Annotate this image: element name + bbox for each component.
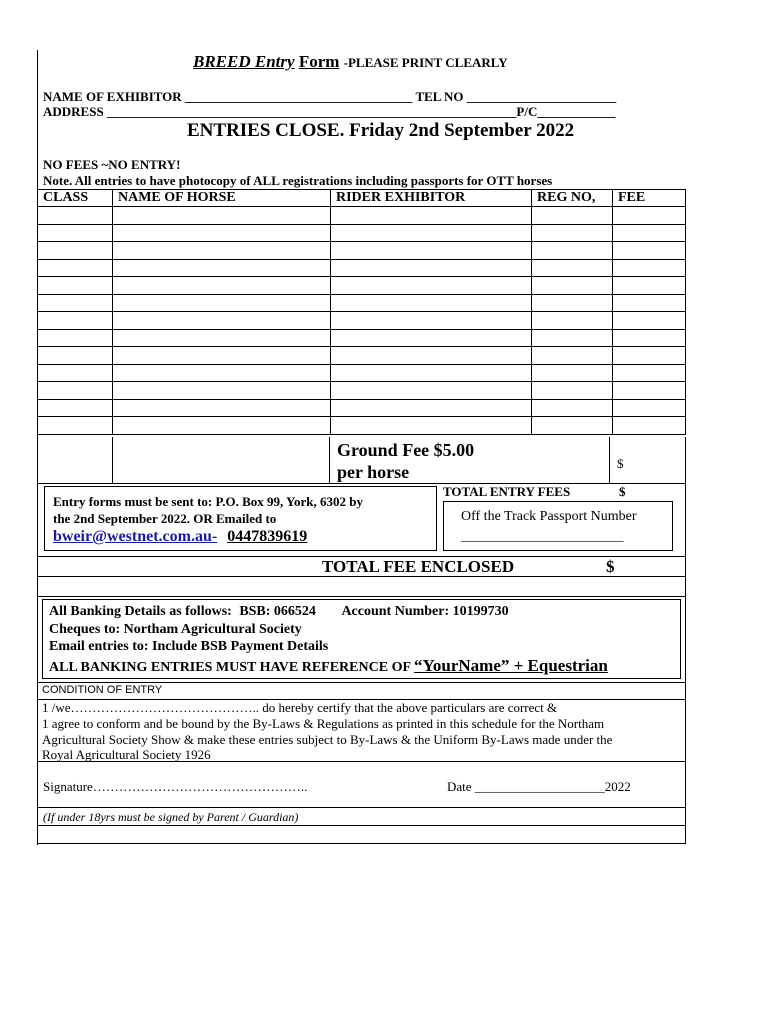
- entry-cell-rider[interactable]: [331, 207, 532, 225]
- table-row: [38, 329, 686, 347]
- entry-cell-class[interactable]: [38, 417, 113, 435]
- entry-cell-regno[interactable]: [532, 329, 613, 347]
- title-suffix: -PLEASE PRINT CLEARLY: [343, 55, 508, 70]
- banking-line1: [49, 604, 509, 620]
- table-row: [38, 259, 686, 277]
- entry-cell-fee[interactable]: [613, 294, 686, 312]
- entry-cell-class[interactable]: [38, 312, 113, 330]
- col-regno: REG NO,: [532, 190, 613, 207]
- entry-cell-fee[interactable]: [613, 242, 686, 260]
- bottom-row: [37, 825, 686, 844]
- entry-cell-regno[interactable]: [532, 399, 613, 417]
- entry-cell-horse[interactable]: [113, 329, 331, 347]
- entry-cell-regno[interactable]: [532, 294, 613, 312]
- exhibitor-line[interactable]: NAME OF EXHIBITOR ___________________________________ TEL NO _______________________: [43, 89, 617, 104]
- table-row: [38, 417, 686, 435]
- entry-cell-fee[interactable]: [613, 224, 686, 242]
- banking-email-entries: Email entries to: Include BSB Payment Details: [49, 639, 329, 654]
- entry-cell-regno[interactable]: [532, 224, 613, 242]
- entry-cell-class[interactable]: [38, 277, 113, 295]
- sendto-contact: [53, 528, 307, 546]
- entries-close-heading: ENTRIES CLOSE. Friday 2nd September 2022: [187, 120, 575, 141]
- entry-cell-rider[interactable]: [331, 329, 532, 347]
- entry-cell-fee[interactable]: [613, 364, 686, 382]
- entry-cell-class[interactable]: [38, 259, 113, 277]
- entry-cell-regno[interactable]: [532, 417, 613, 435]
- entry-cell-horse[interactable]: [113, 242, 331, 260]
- entry-cell-regno[interactable]: [532, 259, 613, 277]
- entry-cell-fee[interactable]: [613, 417, 686, 435]
- entry-cell-rider[interactable]: [331, 312, 532, 330]
- table-row: [38, 399, 686, 417]
- entry-cell-fee[interactable]: [613, 207, 686, 225]
- entry-cell-rider[interactable]: [331, 259, 532, 277]
- condition-heading: CONDITION OF ENTRY: [42, 684, 163, 696]
- entry-cell-horse[interactable]: [113, 224, 331, 242]
- entry-cell-class[interactable]: [38, 364, 113, 382]
- reference-value: “YourName” + Equestrian: [413, 656, 608, 675]
- total-entry-fees-dollar[interactable]: $: [619, 484, 626, 499]
- table-header-row: [38, 190, 686, 207]
- entry-cell-class[interactable]: [38, 329, 113, 347]
- entry-cell-rider[interactable]: [331, 382, 532, 400]
- entry-cell-fee[interactable]: [613, 399, 686, 417]
- title-breed: BREED Entry: [193, 52, 295, 71]
- table-row: [38, 224, 686, 242]
- banking-label: All Banking Details as follows:: [49, 604, 232, 619]
- entry-cell-fee[interactable]: [613, 277, 686, 295]
- entry-cell-regno[interactable]: [532, 207, 613, 225]
- col-horse: NAME OF HORSE: [113, 190, 331, 207]
- condition-line1: 1 /we…………………………………….. do hereby certify that the above particulars are correct &: [42, 700, 558, 715]
- entry-cell-rider[interactable]: [331, 417, 532, 435]
- entry-cell-fee[interactable]: [613, 259, 686, 277]
- entry-cell-horse[interactable]: [113, 417, 331, 435]
- total-entry-fees-label: TOTAL ENTRY FEES: [443, 484, 571, 499]
- entry-cell-rider[interactable]: [331, 364, 532, 382]
- entry-cell-horse[interactable]: [113, 312, 331, 330]
- no-fees-note: NO FEES ~NO ENTRY!: [43, 157, 181, 172]
- entry-cell-regno[interactable]: [532, 347, 613, 365]
- table-row: [38, 207, 686, 225]
- entry-cell-horse[interactable]: [113, 364, 331, 382]
- col-rider: RIDER EXHIBITOR: [331, 190, 532, 207]
- blank-row: [37, 576, 686, 597]
- table-row: [38, 312, 686, 330]
- ground-fee-line2: per horse: [337, 462, 410, 482]
- ground-fee-dollar[interactable]: $: [617, 456, 624, 471]
- banking-cheques: Cheques to: Northam Agricultural Society: [49, 622, 302, 637]
- table-row: [38, 242, 686, 260]
- entry-cell-horse[interactable]: [113, 294, 331, 312]
- entry-cell-horse[interactable]: [113, 277, 331, 295]
- entry-cell-rider[interactable]: [331, 277, 532, 295]
- col-class: CLASS: [38, 190, 113, 207]
- entry-cell-rider[interactable]: [331, 224, 532, 242]
- entry-cell-horse[interactable]: [113, 207, 331, 225]
- entry-cell-fee[interactable]: [613, 329, 686, 347]
- entry-table: [37, 189, 686, 435]
- ott-passport-label: Off the Track Passport Number: [461, 509, 637, 524]
- condition-line3: Agricultural Society Show & make these entries subject to By-Laws & the Uniform By-Laws made under the: [42, 732, 613, 747]
- sendto-line2: the 2nd September 2022. OR Emailed to: [53, 511, 277, 526]
- entry-cell-fee[interactable]: [613, 382, 686, 400]
- entry-cell-regno[interactable]: [532, 382, 613, 400]
- entry-cell-class[interactable]: [38, 294, 113, 312]
- entry-cell-rider[interactable]: [331, 294, 532, 312]
- phone-number: 0447839619: [227, 528, 308, 545]
- entry-cell-horse[interactable]: [113, 382, 331, 400]
- condition-line2: 1 agree to conform and be bound by the By-Laws & Regulations as printed in this schedule for the Northam: [42, 716, 605, 731]
- entry-cell-horse[interactable]: [113, 259, 331, 277]
- registration-note: Note. All entries to have photocopy of ALL registrations including passports for OTT horses: [43, 173, 553, 188]
- table-row: [38, 382, 686, 400]
- form-title: [193, 52, 508, 72]
- entry-cell-regno[interactable]: [532, 364, 613, 382]
- entry-cell-regno[interactable]: [532, 277, 613, 295]
- col-fee: FEE: [613, 190, 686, 207]
- entry-cell-class[interactable]: [38, 399, 113, 417]
- title-form: Form: [298, 52, 340, 71]
- table-row: [38, 364, 686, 382]
- entry-cell-rider[interactable]: [331, 399, 532, 417]
- ground-fee-line1: Ground Fee $5.00: [337, 440, 475, 460]
- entry-cell-rider[interactable]: [331, 242, 532, 260]
- entry-cell-horse[interactable]: [113, 399, 331, 417]
- total-fee-enclosed-label: TOTAL FEE ENCLOSED: [322, 557, 515, 576]
- sendto-line1: Entry forms must be sent to: P.O. Box 99, York, 6302 by: [53, 494, 363, 509]
- date-field[interactable]: Date ____________________2022: [447, 779, 631, 794]
- table-row: [38, 277, 686, 295]
- entry-cell-class[interactable]: [38, 347, 113, 365]
- entry-cell-fee[interactable]: [613, 347, 686, 365]
- reference-prefix: ALL BANKING ENTRIES MUST HAVE REFERENCE OF: [49, 660, 411, 675]
- entry-cell-class[interactable]: [38, 242, 113, 260]
- banking-bsb: BSB: 066524: [239, 604, 316, 619]
- banking-account: Account Number: 10199730: [341, 604, 509, 619]
- address-line[interactable]: ADDRESS _______________________________________________________________P/C____________: [43, 104, 616, 119]
- entry-cell-class[interactable]: [38, 382, 113, 400]
- signature-field[interactable]: Signature…………………………………………..: [43, 779, 308, 794]
- table-row: [38, 347, 686, 365]
- banking-reference: [49, 656, 608, 676]
- email-link[interactable]: bweir@westnet.com.au-: [53, 528, 218, 545]
- entry-cell-regno[interactable]: [532, 312, 613, 330]
- entry-cell-regno[interactable]: [532, 242, 613, 260]
- entry-cell-horse[interactable]: [113, 347, 331, 365]
- guardian-note: (If under 18yrs must be signed by Parent / Guardian): [43, 810, 299, 824]
- table-row: [38, 294, 686, 312]
- condition-line4: Royal Agricultural Society 1926: [42, 747, 211, 762]
- entry-cell-class[interactable]: [38, 207, 113, 225]
- total-fee-enclosed-dollar[interactable]: $: [606, 557, 615, 576]
- entry-cell-rider[interactable]: [331, 347, 532, 365]
- entry-cell-fee[interactable]: [613, 312, 686, 330]
- ott-passport-field[interactable]: _________________________: [461, 528, 624, 543]
- entry-cell-class[interactable]: [38, 224, 113, 242]
